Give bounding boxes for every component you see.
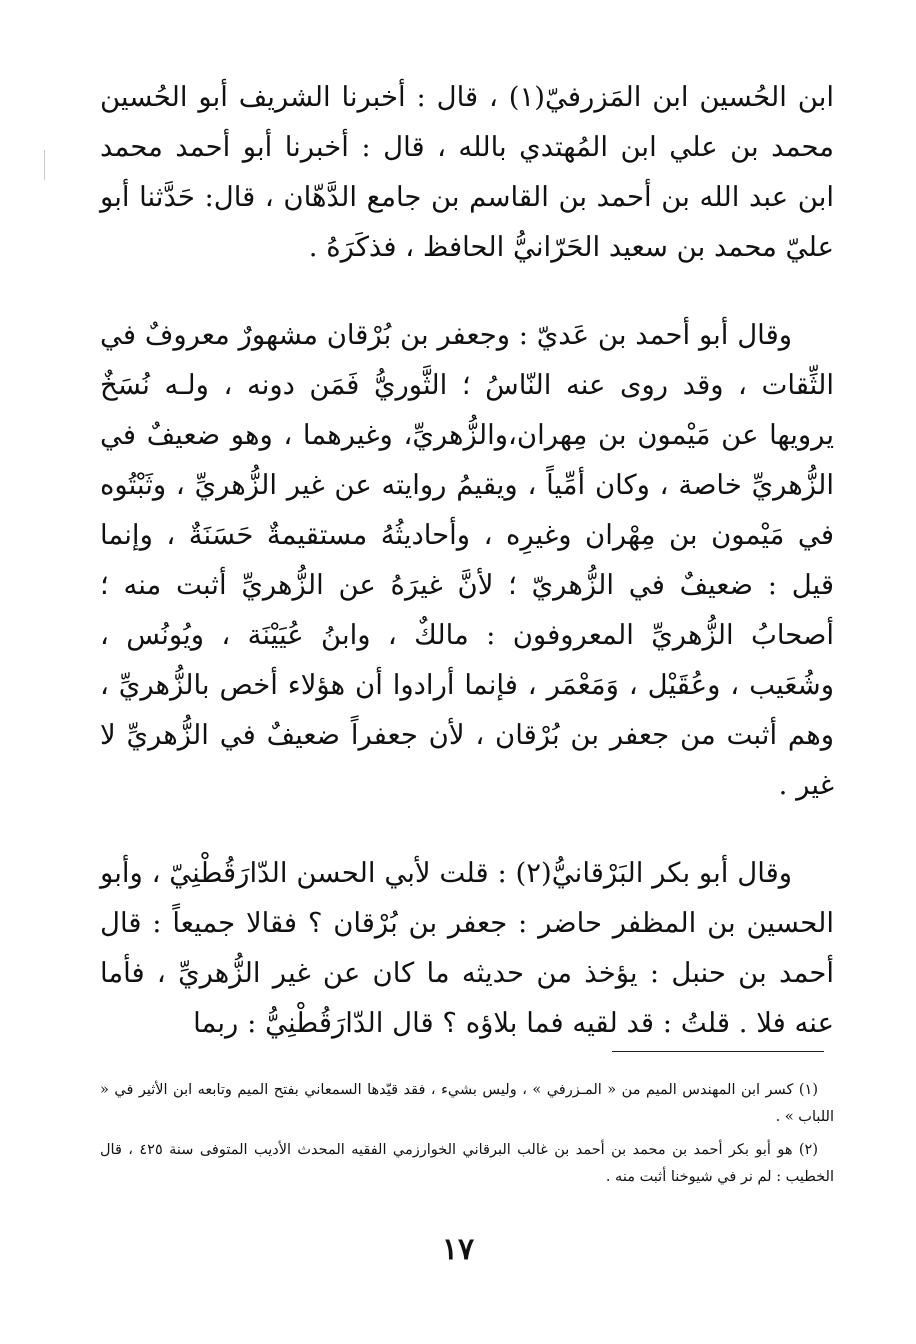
footnote-2: (٢) هو أبو بكر أحمد بن محمد بن أحمد بن غالب البرقاني الخوارزمي الفقيه المحدث الأديب المتوفى سنة ٤٢٥ ، قال الخطيب : لم نر في شيوخنا أثبت منه . [100,1142,834,1185]
paragraph-gap [100,272,834,310]
paragraph-2: وقال أبو أحمد بن عَديّ : وجعفر بن بُرْقان مشهورٌ معروفٌ في الثِّقات ، وقد روى عنه النّاسُ ؛ الثَّوريُّ فَمَن دونه ، ولـه نُسَخٌ يرويها عن مَيْمون بن مِهران،والزُّهريِّ، وغيرهما ، وهو ضعيفٌ في الزُّهريِّ خاصة ، وكان أمِّياً ، ويقيمُ روايته عن غير الزُّهريِّ ، وثَبْتُوه في مَيْمون بن مِهْران وغيرِه ، وأحاديثُهُ مستقيمةٌ حَسَنَةٌ ، وإنما قيل : ضعيفٌ في الزُّهريّ ؛ لأنَّ غيرَهُ عن الزُّهريِّ أثبت منه ؛ أصحابُ الزُّهريِّ المعروفون : مالكٌ ، وابنُ عُيَيْنَة ، ويُونُس ، وشُعَيب ، وعُقَيْل ، وَمَعْمَر ، فإنما أرادوا أن هؤلاء أخص بالزُّهريِّ ، وهم أثبت من جعفر بن بُرْقان ، لأن جعفراً ضعيفٌ في الزُّهريِّ لا غير . [100,319,834,801]
paragraph-1: ابن الحُسين ابن المَزرفيّ(١) ، قال : أخبرنا الشريف أبو الحُسين محمد بن علي ابن المُهتدي بالله ، قال : أخبرنا أبو أحمد محمد ابن عبد الله بن أحمد بن القاسم بن جامع الدَّهّان ، قال: حَدَّثنا أبو عليّ محمد بن سعيد الحَرّانيُّ الحافظ ، فذكَرَهُ . [100,81,835,263]
footnote-1: (١) كسر ابن المهندس الميم من « المـزرفي » ، وليس بشيء ، فقد قيّدها السمعاني بفتح الميم وتابعه ابن الأثير في « اللباب » . [100,1082,834,1125]
paragraph-gap [100,810,834,848]
page-number: ١٧ [441,1232,475,1267]
paragraph-3: وقال أبو بكر البَرْقانيُّ(٢) : قلت لأبي الحسن الدّارَقُطْنِيّ ، وأبو الحسين بن المظفر حاضر : جعفر بن بُرْقان ؟ فقالا جميعاً : قال أحمد بن حنبل : يؤخذ من حديثه ما كان عن غير الزُّهريِّ ، فأما عنه فلا . قلتُ : قد لقيه فما بلاؤه ؟ قال الدّارَقُطْنِيُّ : ربما [100,857,834,1039]
footnotes [100,1077,834,1197]
footnote-separator [612,1051,824,1052]
main-text [100,72,834,1048]
margin-mark [44,150,45,180]
